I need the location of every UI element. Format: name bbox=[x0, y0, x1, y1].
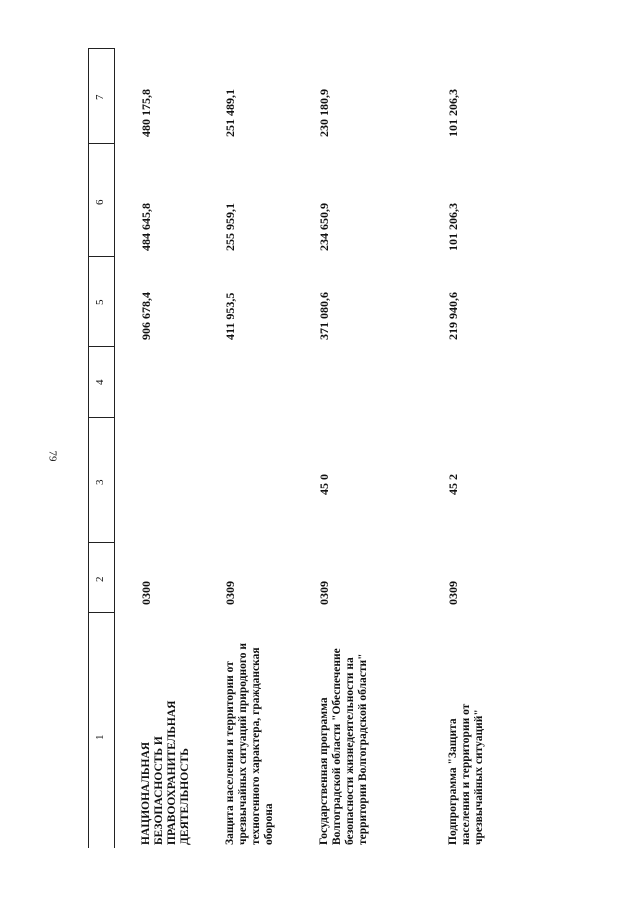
table-header-right-border bbox=[114, 48, 115, 848]
col-sep-3-2 bbox=[88, 542, 114, 543]
col-sep-7-6 bbox=[88, 143, 114, 144]
col-sep-4-3 bbox=[88, 417, 114, 418]
col-sep-2-1 bbox=[88, 612, 114, 613]
col-sep-6-5 bbox=[88, 256, 114, 257]
table-left-border bbox=[88, 48, 89, 848]
col-sep-5-4 bbox=[88, 346, 114, 347]
page-number: 79 bbox=[46, 450, 58, 462]
table-header-border bbox=[88, 48, 114, 49]
